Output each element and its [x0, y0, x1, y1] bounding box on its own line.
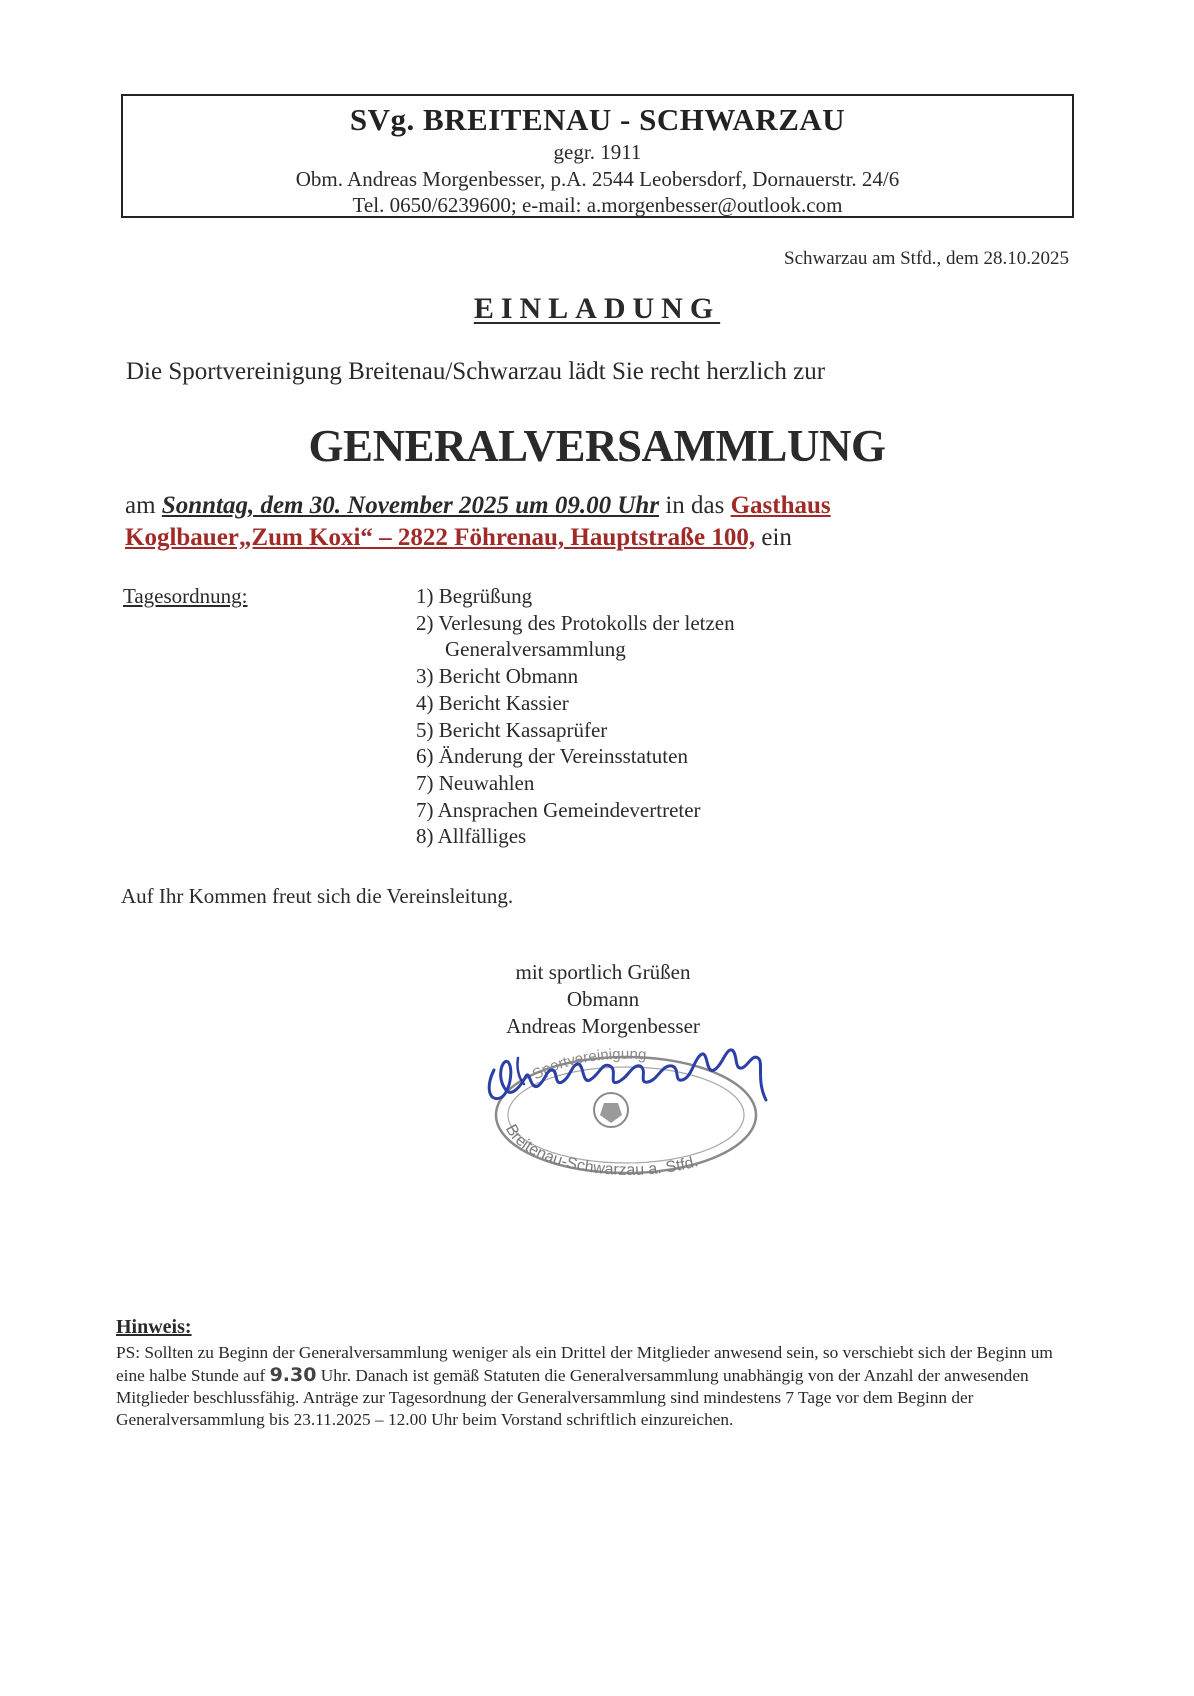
event-date-time: Sonntag, dem 30. November 2025 um 09.00 Uhr: [161, 492, 660, 519]
handwritten-time: 9.30: [269, 1364, 317, 1386]
agenda-item: 6) Änderung der Vereinsstatuten: [416, 744, 688, 769]
agenda-item: 8) Allfälliges: [416, 824, 527, 849]
document-title: [0, 292, 1194, 326]
agenda-item: 4) Bericht Kassier: [416, 690, 569, 715]
greeting-line: mit sportlich Grüßen: [515, 960, 691, 984]
founded-year: gegr. 1911: [553, 140, 642, 164]
event-details-line1: [125, 492, 831, 520]
agenda-label: Tagesordnung:: [123, 584, 248, 608]
agenda-item: 2) Verlesung des Protokolls der letzen: [416, 610, 735, 635]
agenda-item: 1) Begrüßung: [416, 584, 533, 608]
signature-stamp-area: [476, 1040, 816, 1190]
venue-name-part1: Gasthaus: [730, 492, 831, 519]
letterhead: [121, 94, 1074, 218]
agenda-item: 5) Bericht Kassaprüfer: [416, 717, 608, 742]
agenda-item: 3) Bericht Obmann: [416, 664, 579, 689]
club-stamp-icon: [476, 1040, 816, 1190]
when-suffix: ein: [761, 524, 792, 551]
event-details-line2: [125, 524, 792, 552]
note-text-part1: PS: Sollten zu Beginn der Generalversammlung weniger als ein Drittel der Mitglieder anwesend sein, so verschiebt sich der Beginn um eine halbe Stunde auf: [116, 1343, 1053, 1385]
document-title-text: EINLADUNG: [473, 292, 721, 325]
greeting-block: [478, 959, 728, 1040]
agenda-list: [416, 583, 735, 850]
when-prefix: am: [125, 492, 156, 519]
agenda-item-continuation: Generalversammlung: [445, 637, 626, 662]
note-text-part2: Uhr. Danach ist gemäß Statuten die Generalversammlung unabhängig von der Anzahl der anwesenden Mitglieder beschlussfähig. Anträge zur Tagesordnung der Generalversammlung sind mindestens 7 Tage vor dem Beginn der Generalversammlung bis 23.11.2025 – 12.00 Uhr beim Vorstand schriftlich einzureichen.: [116, 1366, 1029, 1429]
agenda-item: 7) Ansprachen Gemeindevertreter: [416, 797, 701, 822]
stamp-bottom-text: Breitenau-Schwarzau a. Stfd.: [502, 1121, 700, 1179]
signer-name: Andreas Morgenbesser: [506, 1014, 700, 1038]
club-name: SVg. BREITENAU - SCHWARZAU: [349, 102, 846, 137]
contact-info: Tel. 0650/6239600; e-mail: a.morgenbesser@outlook.com: [352, 193, 843, 217]
signer-role: Obmann: [566, 987, 640, 1011]
note-heading: Hinweis:: [116, 1316, 192, 1338]
closing-text: Auf Ihr Kommen freut sich die Vereinsleitung.: [121, 884, 514, 908]
event-title: GENERALVERSAMMLUNG: [308, 421, 886, 471]
venue-name-part2: Koglbauer„Zum Koxi“ – 2822 Föhrenau, Hauptstraße 100,: [125, 524, 756, 551]
note-text: [116, 1342, 1076, 1431]
intro-text: Die Sportvereinigung Breitenau/Schwarzau lädt Sie recht herzlich zur: [126, 358, 826, 385]
when-connector: in das: [665, 492, 725, 519]
agenda-item: 7) Neuwahlen: [416, 770, 535, 795]
stamp-top-text: Sportvereinigung: [529, 1045, 647, 1084]
chairman-address: Obm. Andreas Morgenbesser, p.A. 2544 Leobersdorf, Dornauerstr. 24/6: [295, 167, 900, 191]
place-date: Schwarzau am Stfd., dem 28.10.2025: [784, 248, 1069, 269]
